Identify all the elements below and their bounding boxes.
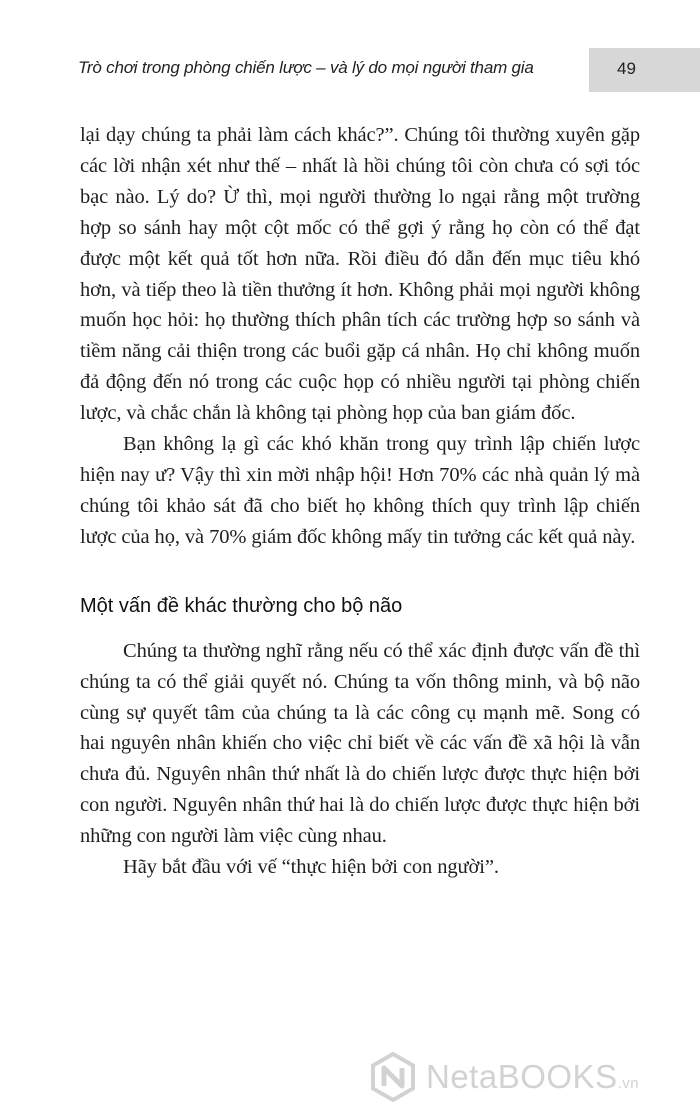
running-header [0,48,700,92]
section-heading: Một vấn đề khác thường cho bộ não [80,594,403,617]
page-number: 49 [617,59,636,78]
section-paragraph-2: Hãy bắt đầu với vế “thực hiện bởi con người”. [123,856,499,879]
watermark [368,1052,639,1102]
watermark-suffix: .vn [617,1075,640,1092]
netabooks-logo-icon [368,1052,418,1102]
paragraph-1: lại dạy chúng ta phải làm cách khác?”. Chúng tôi thường xuyên gặp các lời nhận xét như thế – nhất là hồi chúng tôi còn chưa có sợi tóc bạc nào. Lý do? Ừ thì, mọi người thường lo ngại rằng một trường hợp so sánh hay một cột mốc có thể gợi ý rằng họ còn có thể đạt được một kết quả tốt hơn nữa. Rồi điều đó dẫn đến mục tiêu khó hơn, và tiếp theo là tiền thưởng ít hơn. Không phải mọi người không muốn học hỏi: họ thường thích phân tích các trường hợp so sánh và tiềm năng cải thiện trong các buổi gặp cá nhân. Họ chỉ không muốn đả động đến nó trong các cuộc họp có nhiều người tại phòng chiến lược, và chắc chắn là không tại phòng họp của ban giám đốc. [80,124,640,425]
page-number-box [589,48,700,92]
running-header-title: Trò chơi trong phòng chiến lược – và lý do mọi người tham gia [78,58,534,77]
watermark-brand: NetaBOOKS.vn [426,1058,640,1095]
section-paragraph-1: Chúng ta thường nghĩ rằng nếu có thể xác định được vấn đề thì chúng ta có thể giải quyết nó. Chúng ta vốn thông minh, và bộ não cùng sự quyết tâm của chúng ta là các công cụ mạnh mẽ. Song có hai nguyên nhân khiến cho việc chỉ biết về các vấn đề xã hội là vẫn chưa đủ. Nguyên nhân thứ nhất là do chiến lược được thực hiện bởi con người. Nguyên nhân thứ hai là do chiến lược được thực hiện bởi những con người làm việc cùng nhau. [80,639,640,848]
page-body [80,120,640,883]
paragraph-2: Bạn không lạ gì các khó khăn trong quy trình lập chiến lược hiện nay ư? Vậy thì xin mời nhập hội! Hơn 70% các nhà quản lý mà chúng tôi khảo sát đã cho biết họ không thích quy trình lập chiến lược của họ, và 70% giám đốc không mấy tin tưởng các kết quả này. [80,433,640,548]
